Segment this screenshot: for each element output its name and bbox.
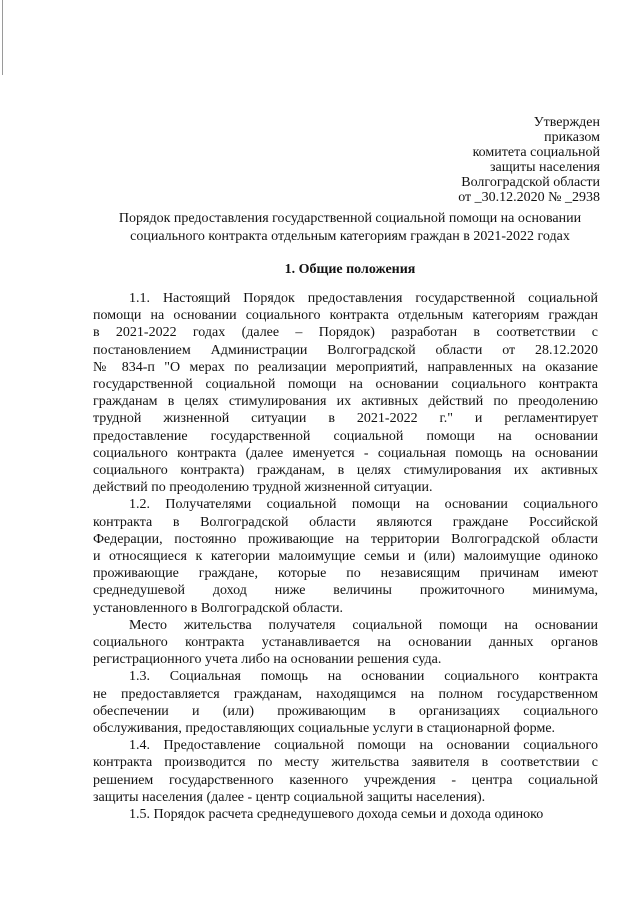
paragraph-line: регистрационного учета либо на основании решения суда. — [93, 652, 442, 668]
paragraph-line: трудной жизненной ситуации в 2021-2022 г." и регламентирует — [93, 411, 598, 427]
paragraph-line: Федерации, постоянно проживающие на территории Волгоградской области — [93, 531, 598, 547]
paragraph-4 — [93, 668, 598, 737]
approval-line: комитета социальной — [472, 145, 600, 160]
paragraph-1 — [93, 290, 598, 496]
paragraph-line: Место жительства получателя социальной помощи на основании — [129, 617, 598, 633]
approval-line: приказом — [544, 130, 600, 145]
approval-line: Утвержден — [533, 115, 600, 130]
paragraph-line: предоставление государственной социальной помощи на основании — [93, 428, 598, 444]
paragraph-line: защиты населения (далее - центр социальной защиты населения). — [93, 789, 486, 805]
title-line-2: социального контракта отдельным категориям граждан в 2021-2022 годах — [130, 229, 570, 244]
paragraph-line: решением государственного казенного учреждения - центра социальной — [93, 772, 598, 788]
paragraph-6 — [93, 806, 598, 823]
paragraph-2 — [93, 496, 598, 616]
paragraph-line: постановлением Администрации Волгоградской области от 28.12.2020 — [93, 342, 598, 358]
scan-edge-mark — [2, 0, 3, 75]
paragraph-line: проживающие граждане, которые по независящим причинам имеют — [93, 566, 598, 582]
approval-stamp-block — [458, 115, 600, 205]
paragraph-line: социального контракта) гражданам, в целях стимулирования их активных — [93, 463, 598, 479]
section-heading: 1. Общие положения — [284, 262, 416, 277]
paragraph-line: обслуживания, предоставляющих социальные услуги в стационарной форме. — [93, 721, 556, 737]
paragraph-3 — [93, 617, 598, 669]
paragraph-line: в 2021-2022 годах (далее – Порядок) разработан в соответствии с — [93, 325, 598, 341]
paragraph-line: социального контракта устанавливается на основании данных органов — [93, 635, 598, 651]
paragraph-line: помощи на основании социального контракта отдельным категориям граждан — [93, 308, 598, 324]
document-title — [60, 210, 640, 246]
approval-line: защиты населения — [490, 160, 600, 175]
document-body — [93, 290, 598, 823]
paragraph-line: действий по преодолению трудной жизненной ситуации. — [93, 480, 433, 496]
paragraph-line: гражданам в целях стимулирования их активных действий по преодолению — [93, 394, 598, 410]
paragraph-line: № 834-п "О мерах по реализации мероприятий, направленных на оказание — [93, 359, 598, 375]
paragraph-line: среднедушевой доход ниже величины прожиточного минимума, — [93, 583, 598, 599]
paragraph-line: и относящиеся к категории малоимущие семьи и (или) малоимущие одиноко — [93, 549, 598, 565]
paragraph-line: 1.1. Настоящий Порядок предоставления государственной социальной — [129, 291, 598, 306]
approval-line: Волгоградской области — [461, 175, 600, 190]
paragraph-line: установленного в Волгоградской области. — [93, 600, 344, 616]
paragraph-line: государственной социальной помощи на основании социального контракта — [93, 377, 598, 393]
approval-line: от _30.12.2020 № _2938 — [458, 190, 600, 205]
paragraph-5 — [93, 737, 598, 806]
title-line-1: Порядок предоставления государственной социальной помощи на основании — [118, 211, 582, 226]
paragraph-line: обеспечении и (или) проживающим в организациях социального — [93, 703, 598, 719]
paragraph-line: социального контракта (далее именуется - социальная помощь на основании — [93, 445, 598, 461]
paragraph-line: 1.2. Получателями социальной помощи на основании социального — [129, 497, 598, 513]
paragraph-line: контракта производится по месту жительства заявителя в соответствии с — [93, 755, 598, 771]
paragraph-line: контракта в Волгоградской области являются граждане Российской — [93, 514, 598, 530]
paragraph-line: не предоставляется гражданам, находящимся на полном государственном — [93, 686, 598, 702]
paragraph-line: 1.4. Предоставление социальной помощи на основании социального — [129, 738, 598, 754]
paragraph-line: 1.3. Социальная помощь на основании социального контракта — [129, 669, 598, 685]
paragraph-line: 1.5. Порядок расчета среднедушевого дохода семьи и дохода одиноко — [129, 807, 544, 823]
